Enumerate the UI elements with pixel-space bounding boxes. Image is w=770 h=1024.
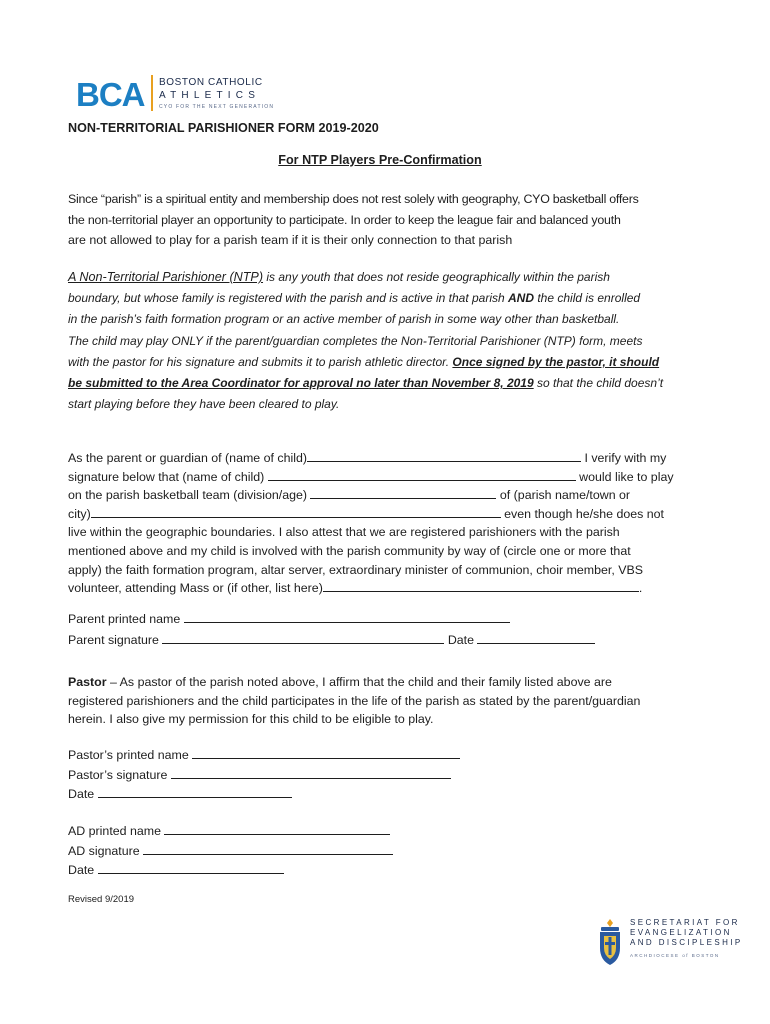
parent-signature-label: Parent signature bbox=[68, 633, 163, 647]
parish-name-field[interactable] bbox=[91, 505, 501, 518]
secretariat-line-4: ARCHDIOCESE of BOSTON bbox=[630, 953, 720, 958]
intro-paragraph bbox=[68, 190, 639, 250]
parent-signature-field[interactable] bbox=[162, 631, 444, 644]
logo-letters: BCA bbox=[76, 76, 145, 113]
parent-text: of (parish name/town or bbox=[496, 488, 631, 503]
parent-line bbox=[68, 468, 674, 487]
division-age-field[interactable] bbox=[310, 486, 496, 499]
child-name-field-2[interactable] bbox=[268, 468, 576, 481]
ntp-deadline-b: be submitted to the Area Coordinator for approval no later than November 8, 2019 bbox=[68, 376, 534, 391]
parent-line: mentioned above and my child is involved with the parish community by way of (circle one or more that bbox=[68, 543, 631, 558]
pastor-label: Pastor bbox=[68, 675, 107, 689]
secretariat-line-3: AND DISCIPLESHIP bbox=[630, 938, 743, 947]
intro-line: Since “parish” is a spiritual entity and membership does not rest solely with geography, CYO basketball offers bbox=[68, 192, 639, 206]
ad-signature-field[interactable] bbox=[143, 842, 393, 855]
ntp-line-text: with the pastor for his signature and submits it to parish athletic director. bbox=[68, 354, 453, 369]
pastor-signature-field[interactable] bbox=[171, 766, 451, 779]
parent-text: even though he/she does not bbox=[500, 506, 664, 521]
ntp-term: A Non-Territorial Parishioner (NTP) bbox=[68, 270, 264, 284]
parent-text: city) bbox=[68, 506, 91, 521]
ntp-line-text: boundary, but whose family is registered with the parish and is active in that parish bbox=[68, 291, 509, 306]
parent-paragraph bbox=[68, 449, 674, 598]
parent-text: volunteer, attending Mass or (if other, list here) bbox=[68, 581, 323, 596]
ad-printed-label: AD printed name bbox=[68, 824, 165, 838]
ad-signature-block bbox=[68, 822, 393, 881]
ntp-line bbox=[68, 267, 663, 288]
pastor-line: herein. I also give my permission for this child to be eligible to play. bbox=[68, 712, 434, 727]
pastor-printed-name-field[interactable] bbox=[192, 746, 460, 759]
child-name-field[interactable] bbox=[307, 449, 581, 462]
parent-signature-block bbox=[68, 609, 595, 651]
logo-line-2: ATHLETICS bbox=[159, 90, 261, 101]
parent-printed-name-field[interactable] bbox=[184, 610, 510, 623]
ntp-line-text: so that the child doesn’t bbox=[533, 376, 664, 391]
pastor-printed-row bbox=[68, 746, 460, 766]
form-title: NON-TERRITORIAL PARISHIONER FORM 2019-2020 bbox=[68, 121, 379, 135]
parent-date-label: Date bbox=[444, 633, 478, 647]
ad-signature-label: AD signature bbox=[68, 843, 144, 858]
logo-line-1: BOSTON CATHOLIC bbox=[159, 77, 263, 88]
parent-printed-row bbox=[68, 609, 595, 630]
intro-line: are not allowed to play for a parish team if it is their only connection to that parish bbox=[68, 233, 513, 248]
intro-line: the non-territorial player an opportunity to participate. In order to keep the league fair and balanced youth bbox=[68, 212, 621, 227]
revised-note: Revised 9/2019 bbox=[68, 894, 135, 905]
ad-signature-row bbox=[68, 842, 393, 862]
parent-line: apply) the faith formation program, altar server, extraordinary minister of communion, choir member, VBS bbox=[68, 562, 644, 577]
logo-line-3: CYO FOR THE NEXT GENERATION bbox=[159, 104, 275, 110]
parent-line bbox=[68, 486, 674, 505]
ad-printed-row bbox=[68, 822, 393, 842]
pastor-signature-row bbox=[68, 766, 460, 786]
parent-signature-row bbox=[68, 630, 595, 651]
secretariat-line-2: EVANGELIZATION bbox=[630, 928, 732, 937]
parent-date-field[interactable] bbox=[477, 631, 595, 644]
parent-text: would like to play bbox=[575, 469, 674, 484]
secretariat-logo bbox=[596, 918, 743, 966]
pastor-paragraph bbox=[68, 673, 640, 729]
ntp-line-text: the child is enrolled bbox=[534, 291, 641, 306]
bca-logo bbox=[76, 73, 276, 115]
pastor-date-row bbox=[68, 785, 460, 805]
ntp-line bbox=[68, 352, 663, 373]
pastor-line bbox=[68, 673, 640, 692]
logo-divider bbox=[151, 75, 153, 111]
parent-text: As the parent or guardian of (name of child) bbox=[68, 451, 307, 465]
ntp-paragraph bbox=[68, 267, 663, 415]
pastor-text: – As pastor of the parish noted above, I affirm that the child and their family listed above are bbox=[106, 675, 612, 689]
secretariat-line-1: SECRETARIAT FOR bbox=[630, 918, 740, 927]
ntp-line-text: is any youth that does not reside geographically within the parish bbox=[263, 270, 610, 284]
ad-date-row bbox=[68, 861, 393, 881]
parent-line bbox=[68, 449, 674, 468]
pastor-printed-label: Pastor’s printed name bbox=[68, 748, 193, 762]
ntp-line bbox=[68, 288, 663, 309]
ntp-line: start playing before they have been cleared to play. bbox=[68, 397, 340, 412]
pastor-line: registered parishioners and the child participates in the life of the parish as stated by the parent/guardian bbox=[68, 693, 641, 708]
ntp-and: AND bbox=[508, 291, 535, 306]
pastor-signature-label: Pastor’s signature bbox=[68, 767, 171, 782]
pastor-date-label: Date bbox=[68, 787, 98, 801]
parent-line bbox=[68, 579, 674, 598]
ntp-line: in the parish’s faith formation program or an active member of parish in some way other than basketball. bbox=[68, 312, 620, 327]
parent-text: signature below that (name of child) bbox=[68, 469, 268, 484]
parent-text: on the parish basketball team (division/age) bbox=[68, 488, 311, 503]
pastor-date-field[interactable] bbox=[98, 785, 292, 798]
parent-text: . bbox=[638, 581, 643, 596]
ntp-line bbox=[68, 373, 663, 394]
parent-text: I verify with my bbox=[581, 451, 667, 465]
ntp-line: The child may play ONLY if the parent/guardian completes the Non-Territorial Parishioner (NTP) form, meets bbox=[68, 333, 643, 348]
parent-printed-label: Parent printed name bbox=[68, 612, 184, 626]
parent-line: live within the geographic boundaries. I also attest that we are registered parishioners with the parish bbox=[68, 525, 620, 540]
crest-icon bbox=[596, 918, 624, 966]
ad-date-field[interactable] bbox=[98, 861, 284, 874]
pastor-signature-block bbox=[68, 746, 460, 805]
parent-line bbox=[68, 505, 674, 524]
ntp-deadline-a: Once signed by the pastor, it should bbox=[452, 354, 660, 369]
form-subtitle: For NTP Players Pre-Confirmation bbox=[278, 153, 482, 167]
ad-printed-name-field[interactable] bbox=[164, 822, 390, 835]
ad-date-label: Date bbox=[68, 863, 98, 877]
other-involvement-field[interactable] bbox=[323, 579, 639, 592]
